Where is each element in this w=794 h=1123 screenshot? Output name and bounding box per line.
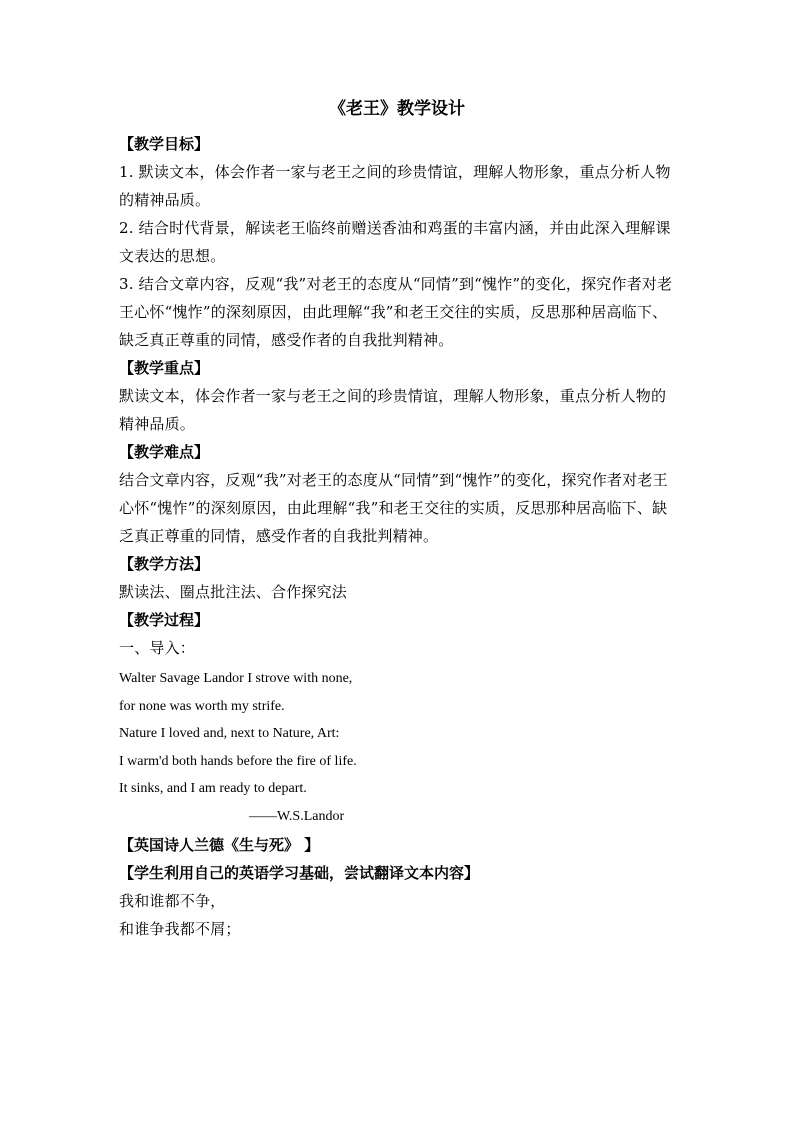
poem-line: It sinks, and I am ready to depart.: [119, 781, 307, 796]
document-body: [119, 130, 679, 943]
poem-line: Walter Savage Landor I strove with none,: [119, 671, 353, 686]
poem-line: for none was worth my strife.: [119, 698, 285, 714]
section-heading-key-points: 【教学重点】: [119, 359, 210, 377]
translation-task-note: 【学生利用自己的英语学习基础，尝试翻译文本内容】: [119, 863, 480, 882]
section-heading-methods: 【教学方法】: [119, 555, 210, 573]
goal-item-2: 2. 结合时代背景，解读老王临终前赠送香油和鸡蛋的丰富内涵，并由此深入理解课文表达的思想。: [119, 219, 671, 265]
key-points-text: 默读文本，体会作者一家与老王之间的珍贵情谊，理解人物形象，重点分析人物的精神品质。: [119, 387, 667, 433]
translation-line: 我和谁都不争，: [119, 891, 226, 910]
poem-source-note: 【英国诗人兰德《生与死》 】: [119, 835, 320, 854]
page-title: 《老王》教学设计: [329, 99, 465, 119]
poem-line: I warm'd both hands before the fire of life.: [119, 753, 357, 769]
section-heading-process: 【教学过程】: [119, 611, 210, 629]
poem-author: ——W.S.Landor: [249, 808, 345, 824]
poem-line: Nature I loved and, next to Nature, Art:: [119, 726, 340, 741]
methods-text: 默读法、圈点批注法、合作探究法: [119, 583, 348, 601]
goal-item-3: 3. 结合文章内容，反观“我”对老王的态度从“同情”到“愧怍”的变化，探究作者对老王心怀“愧怍”的深刻原因，由此理解“我”和老王交往的实质，反思那种居高临下、缺乏真正尊重的同情，感受作者的自我批判精神。: [119, 275, 673, 349]
section-heading-goals: 【教学目标】: [119, 135, 210, 153]
difficulties-text: 结合文章内容，反观“我”对老王的态度从“同情”到“愧怍”的变化，探究作者对老王心怀“愧怍”的深刻原因，由此理解“我”和老王交往的实质，反思那种居高临下、缺乏真正尊重的同情，感受作者的自我批判精神。: [119, 471, 668, 545]
goal-item-1: 1. 默读文本，体会作者一家与老王之间的珍贵情谊，理解人物形象，重点分析人物的精神品质。: [119, 163, 671, 209]
section-heading-difficulties: 【教学难点】: [119, 443, 210, 461]
translation-line: 和谁争我都不屑；: [119, 919, 241, 938]
intro-label: 一、导入：: [119, 639, 196, 657]
